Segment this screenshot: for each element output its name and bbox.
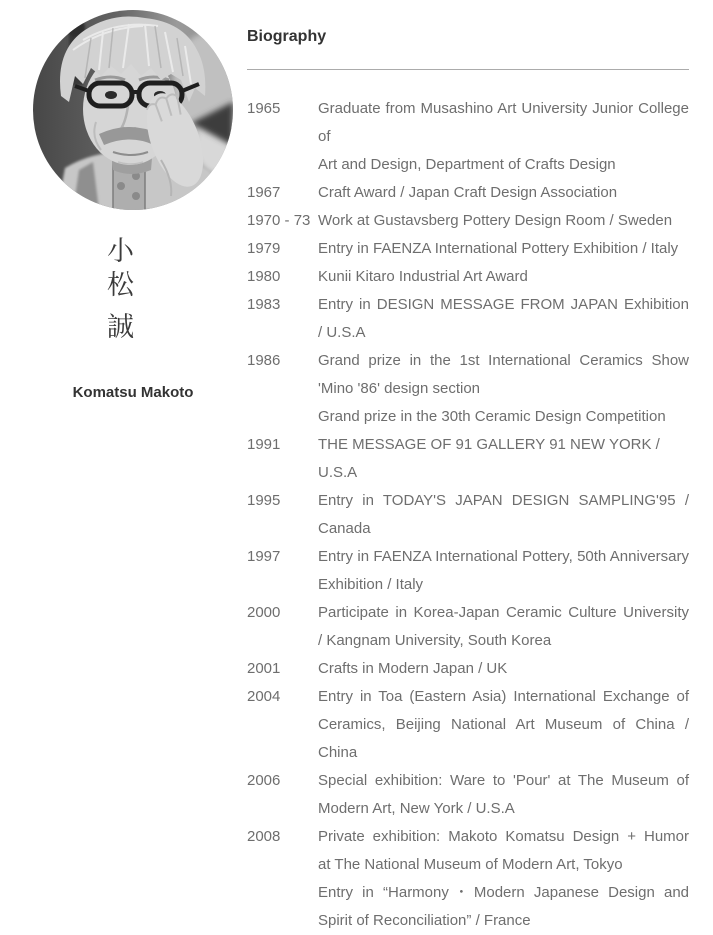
entry-line: Graduate from Musashino Art University Junior College of [318,100,689,145]
entry-line: Exhibition / Italy [318,576,424,593]
timeline-entry [247,431,689,487]
timeline-entry [247,767,689,823]
entry-line: / U.S.A [318,324,366,341]
timeline-entry [247,179,689,207]
entry-line: Spirit of Reconciliation” / France [318,912,531,929]
biography-section [247,0,689,935]
entry-line: Ceramics, Beijing National Art Museum of China / [318,716,689,733]
timeline-entry [247,403,689,431]
entry-line: Entry in TODAY'S JAPAN DESIGN SAMPLING'95 / [318,492,689,509]
entry-text [318,207,689,235]
timeline-entry [247,207,689,235]
timeline-entry [247,683,689,767]
entry-text [318,179,689,207]
timeline-entry [247,291,689,347]
entry-year: 2006 [247,772,281,789]
entry-text [318,683,689,767]
entry-year: 2004 [247,688,281,705]
entry-year: 1979 [247,240,281,257]
entry-text [318,655,689,683]
entry-text [318,487,689,543]
artist-name-kanji [21,234,221,344]
entry-text [318,767,689,823]
entry-year: 1991 [247,436,281,453]
entry-line: Entry in DESIGN MESSAGE FROM JAPAN Exhibition [318,296,689,313]
entry-line: Private exhibition: Makoto Komatsu Design + Humor [318,828,689,845]
biography-timeline [247,95,689,935]
entry-line: Entry in “Harmony・Modern Japanese Design and [318,884,689,901]
portrait-photo [33,10,233,210]
entry-line: Entry in Toa (Eastern Asia) International Exchange of [318,688,689,705]
entry-text [318,235,689,263]
entry-line: Entry in FAENZA International Pottery, 50th Anniversary [318,548,689,565]
entry-year: 1980 [247,268,281,285]
biography-heading: Biography [247,28,327,45]
entry-year: 2001 [247,660,281,677]
entry-text [318,543,689,599]
timeline-entry [247,487,689,543]
kanji-char: 小 [107,236,135,266]
entry-year: 1970 - 73 [247,212,311,229]
kanji-char: 誠 [107,312,135,342]
artist-name-romaji: Komatsu Makoto [72,384,194,401]
entry-text [318,599,689,655]
entry-line: Grand prize in the 1st International Ceramics Show [318,352,689,369]
timeline-entry [247,347,689,403]
entry-line: Art and Design, Department of Crafts Design [318,156,616,173]
entry-year: 1983 [247,296,281,313]
entry-line: Grand prize in the 30th Ceramic Design Competition [318,408,666,425]
entry-text [318,291,689,347]
entry-line: THE MESSAGE OF 91 GALLERY 91 NEW YORK / U.S.A [318,436,660,481]
entry-text [318,431,689,487]
entry-year: 1967 [247,184,281,201]
entry-year: 2008 [247,828,281,845]
entry-line: / Kangnam University, South Korea [318,632,552,649]
entry-text [318,347,689,403]
entry-line: at The National Museum of Modern Art, Tokyo [318,856,623,873]
entry-line: China [318,744,358,761]
entry-line: Craft Award / Japan Craft Design Association [318,184,618,201]
entry-year [247,403,318,431]
entry-line: 'Mino '86' design section [318,380,481,397]
entry-line: Participate in Korea-Japan Ceramic Culture University [318,604,689,621]
kanji-char: 松 [107,270,135,300]
entry-line: Canada [318,520,371,537]
entry-year: 1997 [247,548,281,565]
entry-year: 1965 [247,100,281,117]
entry-year: 2000 [247,604,281,621]
entry-text [318,403,689,431]
entry-year: 1986 [247,352,281,369]
profile-column [33,10,233,401]
entry-line: Modern Art, New York / U.S.A [318,800,515,817]
entry-text [318,95,689,179]
entry-line: Work at Gustavsberg Pottery Design Room / Sweden [318,212,673,229]
timeline-entry [247,823,689,935]
timeline-entry [247,543,689,599]
entry-text [318,823,689,935]
entry-line: Crafts in Modern Japan / UK [318,660,508,677]
timeline-entry [247,235,689,263]
divider [247,69,689,70]
timeline-entry [247,599,689,655]
portrait-illustration [33,10,233,210]
entry-year: 1995 [247,492,281,509]
entry-text [318,263,689,291]
entry-line: Special exhibition: Ware to 'Pour' at The Museum of [318,772,689,789]
timeline-entry [247,263,689,291]
timeline-entry [247,95,689,179]
entry-line: Entry in FAENZA International Pottery Exhibition / Italy [318,240,679,257]
timeline-entry [247,655,689,683]
entry-line: Kunii Kitaro Industrial Art Award [318,268,528,285]
